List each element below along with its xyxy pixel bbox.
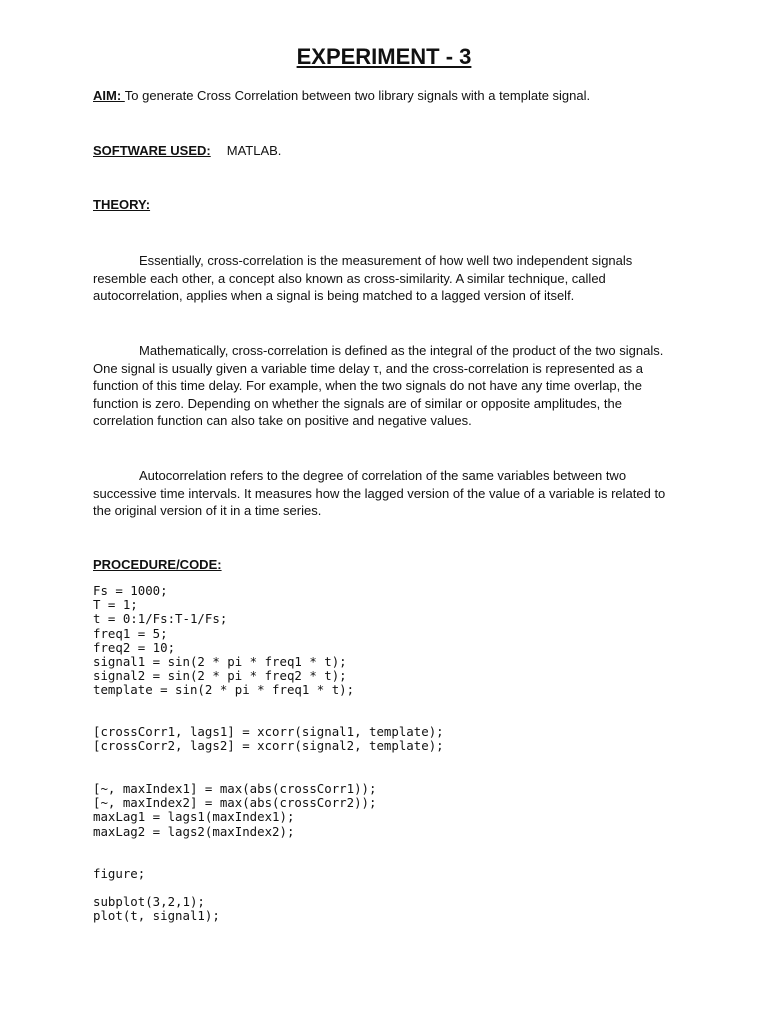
aim-label: AIM: — [93, 88, 125, 103]
software-text: MATLAB. — [226, 143, 282, 158]
aim-text: To generate Cross Correlation between two library signals with a template signal. — [124, 88, 591, 103]
code-block-4: figure; — [93, 866, 146, 881]
code-block-5: subplot(3,2,1); plot(t, signal1); — [93, 894, 220, 924]
theory-paragraph-1-text: Essentially, cross-correlation is the measurement of how well two independent signals resemble each other, a concept also known as cross-similarity. A similar technique, called autocorrelation, applies when a signal is being matched to a lagged version of itself. — [93, 253, 633, 303]
code-block-3: [~, maxIndex1] = max(abs(crossCorr1)); [~, maxIndex2] = max(abs(crossCorr2)); maxLag1 = lags1(maxIndex1); maxLag2 = lags2(maxIndex2); — [93, 781, 377, 839]
theory-paragraph-3-text: Autocorrelation refers to the degree of correlation of the same variables between two successive time intervals. It measures how the lagged version of the value of a variable is related to the original version of it in a time series. — [93, 468, 666, 518]
theory-paragraph-2 — [93, 342, 683, 430]
procedure-heading — [93, 557, 222, 572]
theory-heading — [93, 197, 150, 212]
theory-paragraph-3 — [93, 467, 683, 520]
software-label: SOFTWARE USED: — [93, 143, 211, 158]
software-line — [93, 143, 281, 158]
aim-line — [93, 88, 590, 103]
page-title: EXPERIMENT - 3 — [296, 44, 472, 69]
code-block-1: Fs = 1000; T = 1; t = 0:1/Fs:T-1/Fs; freq1 = 5; freq2 = 10; signal1 = sin(2 * pi * freq1 * t); signal2 = sin(2 * pi * freq2 * t); template = sin(2 * pi * freq1 * t); — [93, 583, 355, 698]
theory-paragraph-2-text: Mathematically, cross-correlation is defined as the integral of the product of the two signals. One signal is usually given a variable time delay τ, and the cross-correlation is represented as a function of this time delay. For example, when the two signals do not have any time overlap, the function is zero. Depending on whether the signals are of similar or opposite amplitudes, the correlation function can also take on positive and negative values. — [93, 343, 664, 428]
theory-paragraph-1 — [93, 252, 683, 305]
procedure-label: PROCEDURE/CODE: — [93, 557, 222, 572]
theory-label: THEORY: — [93, 197, 151, 212]
code-block-2: [crossCorr1, lags1] = xcorr(signal1, template); [crossCorr2, lags2] = xcorr(signal2, template); — [93, 724, 444, 754]
